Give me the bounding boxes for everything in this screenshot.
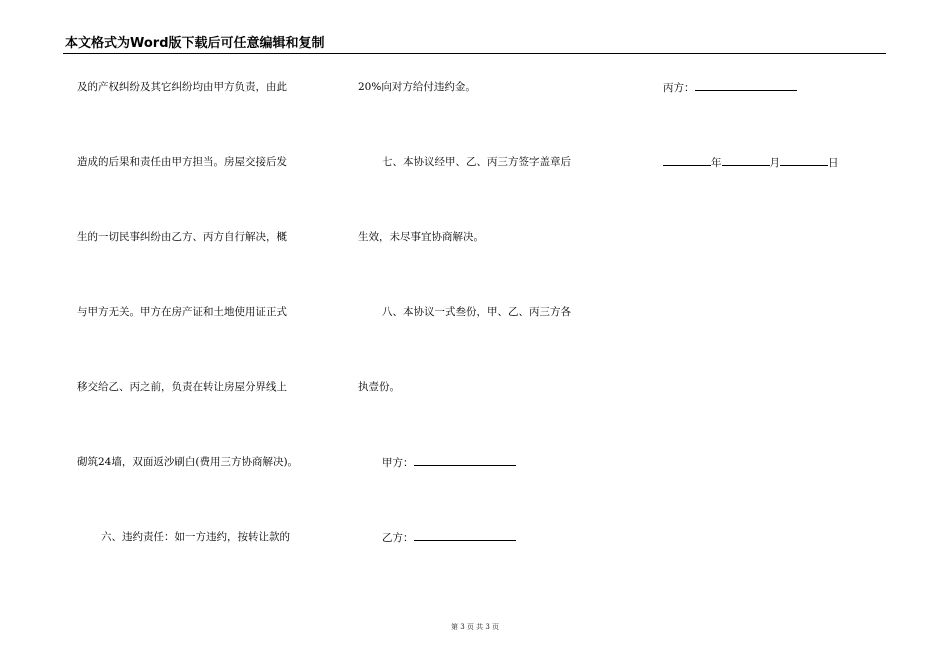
month-blank bbox=[722, 155, 770, 166]
text-line: 及的产权纠纷及其它纠纷均由甲方负责，由此 bbox=[77, 81, 287, 93]
party-b-signature-line bbox=[382, 530, 516, 545]
text-line: 生效，未尽事宜协商解决。 bbox=[358, 231, 484, 243]
text-line: 执壹份。 bbox=[358, 381, 400, 393]
date-year-label: 年 bbox=[711, 157, 722, 169]
party-b-label: 乙方： bbox=[382, 532, 414, 544]
party-a-blank bbox=[414, 455, 516, 466]
date-month-label: 月 bbox=[769, 157, 780, 169]
header-title: 本文格式为Word版下载后可任意编辑和复制 bbox=[65, 36, 325, 51]
text-line: 移交给乙、丙之前，负责在转让房屋分界线上 bbox=[77, 381, 287, 393]
text-line: 20%向对方给付违约金。 bbox=[358, 81, 476, 93]
party-c-signature-line bbox=[663, 80, 797, 95]
date-day-label: 日 bbox=[828, 157, 839, 169]
text-line: 七、本协议经甲、乙、丙三方签字盖章后 bbox=[382, 156, 571, 168]
day-blank bbox=[780, 155, 828, 166]
text-line: 造成的后果和责任由甲方担当。房屋交接后发 bbox=[77, 156, 287, 168]
party-c-label: 丙方： bbox=[663, 82, 695, 94]
text-line: 砌筑24墙，双面返沙刷白(费用三方协商解决)。 bbox=[77, 456, 299, 468]
party-b-blank bbox=[414, 530, 516, 541]
party-c-blank bbox=[695, 80, 797, 91]
text-line: 与甲方无关。甲方在房产证和土地使用证正式 bbox=[77, 306, 287, 318]
party-a-signature-line bbox=[382, 455, 516, 470]
year-blank bbox=[663, 155, 711, 166]
party-a-label: 甲方： bbox=[382, 457, 414, 469]
text-line: 八、本协议一式叁份，甲、乙、丙三方各 bbox=[382, 306, 571, 318]
header-divider bbox=[63, 53, 886, 54]
page-footer: 第 3 页 共 3 页 bbox=[450, 623, 500, 631]
date-line bbox=[663, 155, 839, 170]
text-line: 生的一切民事纠纷由乙方、丙方自行解决，概 bbox=[77, 231, 287, 243]
text-line: 六、违约责任：如一方违约，按转让款的 bbox=[101, 531, 290, 543]
